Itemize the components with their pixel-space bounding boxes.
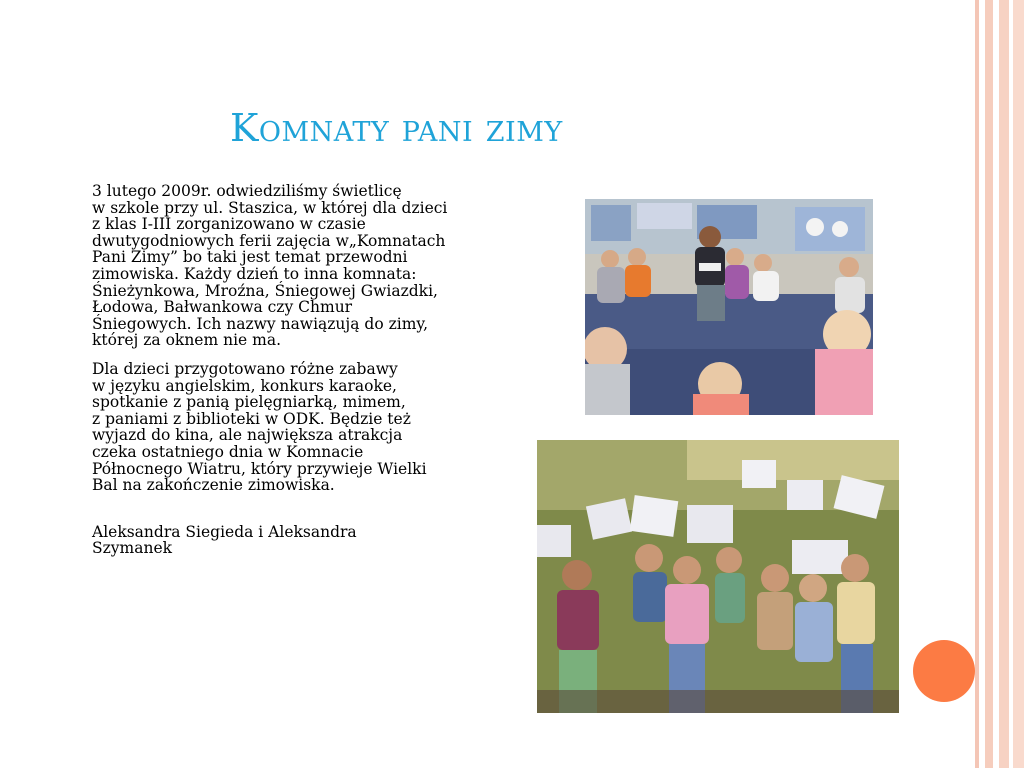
slide-title: Komnaty pani zimy [230, 106, 563, 150]
photo-children-papers [537, 440, 899, 713]
paragraph-authors: Aleksandra Siegieda i Aleksandra Szymanek [92, 522, 357, 558]
decorative-stripe [975, 0, 979, 768]
paragraph-activities: Dla dzieci przygotowano różne zabawy w języku angielskim, konkurs karaoke, spotkanie z panią pielęgniarką, mimem, z paniami z biblioteki w ODK. Będzie też wyjazd do kina, ale największa atrakcja czeka ostatniego dnia w Komnacie Północnego Wiatru, który przywieje Wielki Bal na zakończenie zimowiska. [92, 359, 427, 495]
decorative-stripe [985, 0, 993, 768]
slide-body-text [92, 183, 487, 557]
decorative-stripe [1013, 0, 1024, 768]
accent-circle [913, 640, 975, 702]
photo-children-circle [585, 199, 873, 415]
decorative-stripe [999, 0, 1009, 768]
paragraph-intro: 3 lutego 2009r. odwiedziliśmy świetlicę w szkole przy ul. Staszica, w której dla dzieci z klas I-III zorganizowano w czasie dwutygodniowych ferii zajęcia w„Komnatach Pani Zimy” bo taki jest temat przewodni zimowiska. Każdy dzień to inna komnata: Śnieżynkowa, Mroźna, Śniegowej Gwiazdki, Łodowa, Bałwankowa czy Chmur Śniegowych. Ich nazwy nawiązują do zimy, której za oknem nie ma. [92, 182, 448, 350]
